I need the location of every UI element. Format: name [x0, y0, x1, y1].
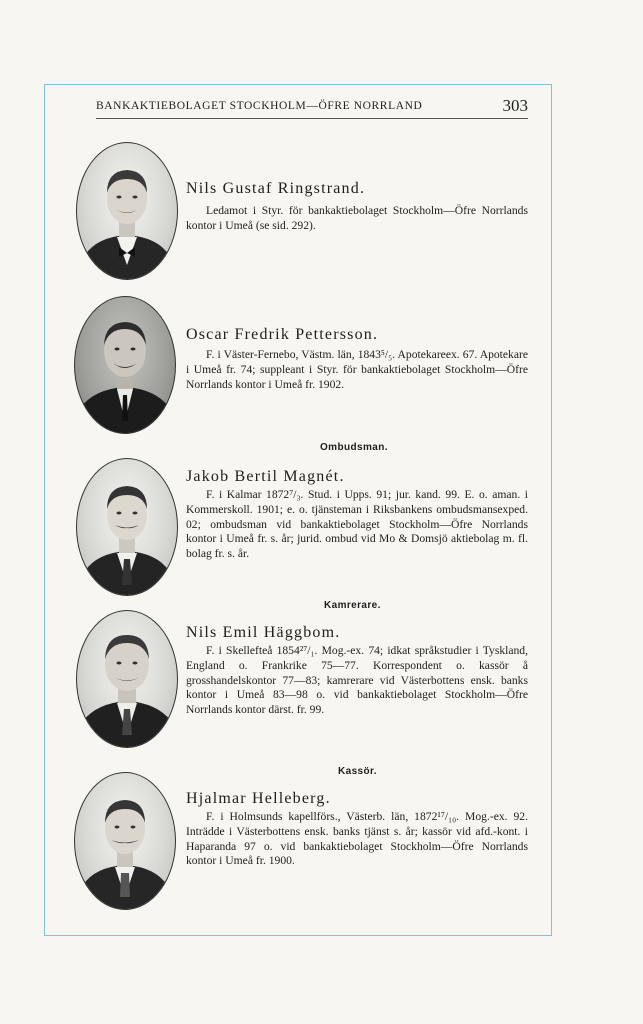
- person-name-helleberg: Hjalmar Helleberg.: [186, 790, 331, 807]
- portrait-helleberg: [74, 772, 176, 910]
- person-name-magnet: Jakob Bertil Magnét.: [186, 468, 345, 485]
- person-name-haggbom: Nils Emil Häggbom.: [186, 624, 341, 641]
- person-bio-ringstrand: Ledamot i Styr. för bankaktiebolaget Stockholm—Öfre Norrlands kontor i Umeå (se sid. 292).: [186, 204, 528, 232]
- person-bio-helleberg: F. i Holmsunds kapellförs., Västerb. län, 1872¹⁷/₁₀. Mog.-ex. 92. Inträdde i Västerbottens ensk. banks tjänst s. år; kassör vid afd.-kont. i Haparanda 97 o. vid bankaktiebolaget Stockholm—Öfre Norrlands kontor i Umeå fr. 1900.: [186, 810, 528, 868]
- person-name-ringstrand: Nils Gustaf Ringstrand.: [186, 180, 366, 197]
- person-bio-haggbom: F. i Skellefteå 1854²⁷/₁. Mog.-ex. 74; idkat språkstudier i Tyskland, England o. Frankrike 75—77. Korrespondent o. kassör å grosshandelskontor 77—83; kamrerare vid Västerbottens ensk. banks kontor i Umeå 83—98 o. vid bankaktiebolaget Stockholm—Öfre Norrlands kontor därst. fr. 99.: [186, 644, 528, 717]
- page-header: [96, 96, 528, 118]
- portrait-magnet: [76, 458, 178, 596]
- portrait-haggbom: [76, 610, 178, 748]
- section-title-kamrerare: Kamrerare.: [324, 600, 381, 611]
- person-bio-pettersson: F. i Väster-Fernebo, Västm. län, 1843⁵/₅. Apotekareex. 67. Apotekare i Umeå fr. 74; suppleant i Styr. för bankaktiebolaget Stockholm—Öfre Norrlands kontor i Umeå fr. 1902.: [186, 348, 528, 391]
- running-head: BANKAKTIEBOLAGET STOCKHOLM—ÖFRE NORRLAND: [96, 100, 423, 112]
- portrait-ringstrand: [76, 142, 178, 280]
- person-bio-magnet: F. i Kalmar 1872⁷/₃. Stud. i Upps. 91; jur. kand. 99. E. o. aman. i Kommerskoll. 1901; e. o. tjänsteman i Riksbankens ombudsmansexped. 02; ombudsman vid bankaktiebolaget Stockholm—Öfre Norrlands kontor i Umeå fr. s. år; jurid. ombud vid Mo & Domsjö aktiebolag m. fl. bolag fr. s. år.: [186, 488, 528, 561]
- section-title-kassor: Kassör.: [338, 766, 377, 777]
- portrait-pettersson: [74, 296, 176, 434]
- person-name-pettersson: Oscar Fredrik Pettersson.: [186, 326, 379, 343]
- page-number: 303: [502, 96, 528, 115]
- section-title-ombudsman: Ombudsman.: [320, 442, 388, 453]
- header-rule: [96, 118, 528, 119]
